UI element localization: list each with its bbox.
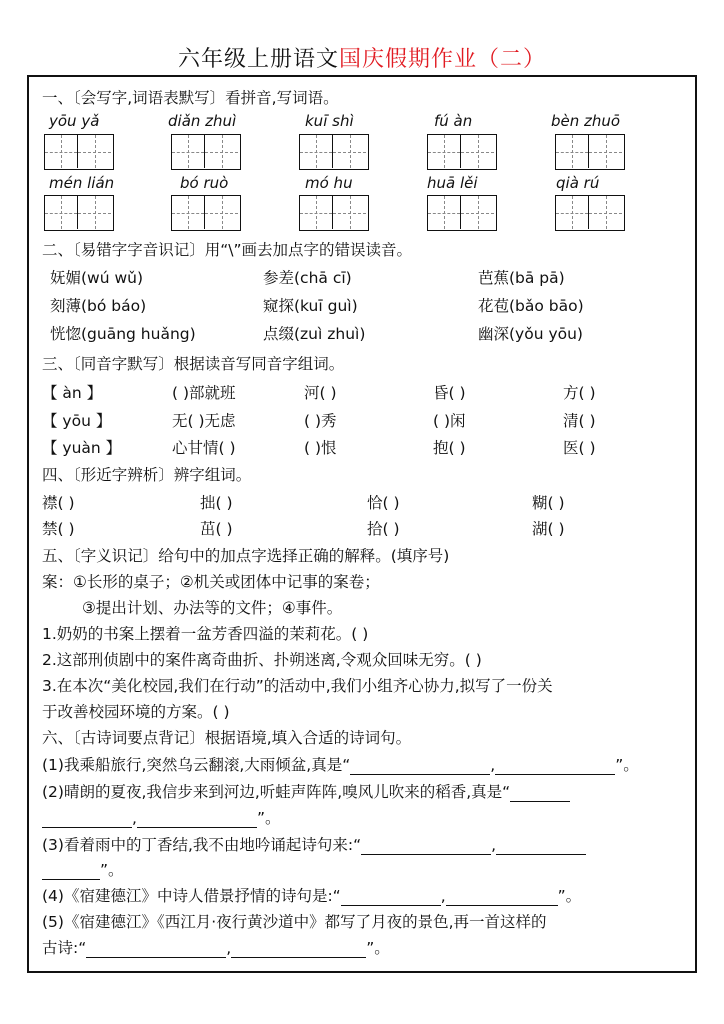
pinyin-9: huā lěi (427, 174, 478, 192)
question-2: 2.这部刑侦剧中的案件离奇曲折、扑朔迷离,令观众回味无穷。( ) (42, 651, 482, 669)
homophone-blank[interactable]: 河( ) (304, 384, 337, 402)
writing-box[interactable] (555, 195, 625, 231)
answer-line[interactable] (446, 891, 558, 906)
closing-quote: ”。 (100, 861, 124, 879)
poem-q3-text: (3)看着雨中的丁香结,我不由地吟诵起诗句来:“ (42, 836, 362, 854)
pron-item: 幽深(yǒu yōu) (478, 325, 583, 343)
title-red-text: 国庆假期作业（二） (339, 47, 547, 72)
poem-question-3-line-2 (42, 860, 124, 880)
pron-item: 刻薄(bó báo) (50, 297, 147, 315)
question-3-line-2: 于改善校园环境的方案。( ) (42, 703, 230, 721)
answer-line[interactable] (495, 760, 615, 775)
writing-box[interactable] (427, 134, 497, 170)
section4-heading: 四、〔形近字辨析〕辨字组词。 (42, 466, 252, 484)
comma: , (440, 887, 446, 905)
similar-char-blank[interactable]: 拾( ) (367, 520, 400, 538)
pinyin-7: bó ruò (180, 174, 229, 192)
section6-heading: 六、〔古诗词要点背记〕根据语境,填入合适的诗词句。 (42, 729, 412, 747)
answer-line[interactable] (341, 891, 441, 906)
answer-line[interactable] (42, 813, 132, 828)
poem-question-4 (42, 886, 581, 906)
similar-char-blank[interactable]: 茁( ) (200, 520, 233, 538)
pinyin-2: diǎn zhuì (168, 112, 237, 130)
pron-item: 花苞(bǎo bāo) (478, 297, 584, 315)
pron-item: 芭蕉(bā pā) (478, 269, 565, 287)
homophone-blank[interactable]: ( )闲 (433, 412, 466, 430)
answer-line[interactable] (510, 787, 570, 802)
homophone-blank[interactable]: ( )恨 (304, 439, 337, 457)
poem-question-5-line-1: (5)《宿建德江》《西江月·夜行黄沙道中》都写了月夜的景色,再一首这样的 (42, 913, 547, 931)
pinyin-5: bèn zhuō (551, 112, 621, 130)
writing-box[interactable] (44, 134, 114, 170)
pinyin-10: qià rú (556, 174, 600, 192)
homophone-blank[interactable]: 医( ) (563, 439, 596, 457)
similar-char-blank[interactable]: 拙( ) (200, 494, 233, 512)
section3-heading: 三、〔同音字默写〕根据读音写同音字组词。 (42, 355, 345, 373)
answer-line[interactable] (496, 840, 586, 855)
answer-line[interactable] (350, 760, 490, 775)
pron-item: 妩媚(wú wǔ) (50, 269, 144, 287)
homophone-blank[interactable]: ( )部就班 (172, 384, 236, 402)
closing-quote: ”。 (557, 887, 582, 905)
comma: , (491, 836, 497, 854)
closing-quote: ”。 (256, 809, 281, 827)
poem-question-2-line-1 (42, 782, 570, 802)
writing-box[interactable] (299, 134, 369, 170)
homophone-blank[interactable]: 抱( ) (433, 439, 466, 457)
question-3-line-1: 3.在本次“美化校园,我们在行动”的活动中,我们小组齐心协力,拟写了一份关 (42, 677, 553, 695)
homophone-blank[interactable]: 清( ) (563, 412, 596, 430)
answer-line[interactable] (231, 943, 366, 958)
closing-quote: ”。 (615, 756, 639, 774)
writing-box[interactable] (44, 195, 114, 231)
comma: , (226, 939, 232, 957)
homophone-key: 【 yōu 】 (42, 412, 112, 430)
homophone-blank[interactable]: 无( )无虑 (172, 412, 236, 430)
pinyin-8: mó hu (305, 174, 353, 192)
homophone-blank[interactable]: ( )秀 (304, 412, 337, 430)
definitions-line-2: ③提出计划、办法等的文件；④事件。 (82, 599, 343, 617)
answer-line[interactable] (137, 813, 257, 828)
poem-question-2-line-2 (42, 808, 280, 828)
writing-box[interactable] (427, 195, 497, 231)
comma: , (490, 756, 496, 774)
answer-line[interactable] (361, 840, 491, 855)
title-black-text: 六年级上册语文 (177, 47, 339, 72)
pron-item: 参差(chā cī) (263, 269, 352, 287)
section1-heading: 一、〔会写字,词语表默写〕看拼音,写词语。 (42, 89, 339, 107)
answer-line[interactable] (86, 943, 226, 958)
homophone-blank[interactable]: 方( ) (563, 384, 596, 402)
homophone-blank[interactable]: 心甘情( ) (172, 439, 236, 457)
closing-quote: ”。 (366, 939, 390, 957)
writing-box[interactable] (171, 195, 241, 231)
poem-question-1 (42, 755, 639, 775)
pinyin-6: mén lián (49, 174, 115, 192)
section5-heading: 五、〔字义识记〕给句中的加点字选择正确的解释。(填序号) (42, 547, 450, 565)
writing-box[interactable] (555, 134, 625, 170)
similar-char-blank[interactable]: 恰( ) (367, 494, 400, 512)
similar-char-blank[interactable]: 糊( ) (532, 494, 565, 512)
homophone-key: 【 àn 】 (42, 384, 103, 402)
definitions-line-1: 案：①长形的桌子；②机关或团体中记事的案卷； (42, 573, 380, 591)
similar-char-blank[interactable]: 禁( ) (42, 520, 75, 538)
poem-q2-text: (2)晴朗的夏夜,我信步来到河边,听蛙声阵阵,嗅风儿吹来的稻香,真是“ (42, 783, 511, 801)
writing-box[interactable] (299, 195, 369, 231)
pinyin-4: fú àn (434, 112, 473, 130)
pinyin-1: yōu yǎ (49, 112, 100, 130)
poem-question-5-line-2 (42, 938, 390, 958)
answer-line[interactable] (42, 865, 100, 880)
pron-item: 点缀(zuì zhuì) (263, 325, 366, 343)
writing-box[interactable] (171, 134, 241, 170)
poem-q5-text: 古诗:“ (42, 939, 87, 957)
comma: , (132, 809, 137, 827)
similar-char-blank[interactable]: 湖( ) (532, 520, 565, 538)
homophone-blank[interactable]: 昏( ) (433, 384, 466, 402)
pron-item: 恍惚(guāng huǎng) (50, 325, 196, 343)
poem-q1-text: (1)我乘船旅行,突然乌云翻滚,大雨倾盆,真是“ (42, 756, 351, 774)
pinyin-3: kuī shì (305, 112, 354, 130)
question-1: 1.奶奶的书案上摆着一盆芳香四溢的茉莉花。( ) (42, 625, 369, 643)
pron-item: 窥探(kuī guì) (263, 297, 358, 315)
page-title (0, 42, 724, 73)
similar-char-blank[interactable]: 襟( ) (42, 494, 75, 512)
poem-question-3-line-1 (42, 835, 586, 855)
poem-q4-text: (4)《宿建德江》中诗人借景抒情的诗句是:“ (42, 887, 341, 905)
section2-heading: 二、〔易错字字音识记〕用“\”画去加点字的错误读音。 (42, 241, 413, 259)
homophone-key: 【 yuàn 】 (42, 439, 122, 457)
